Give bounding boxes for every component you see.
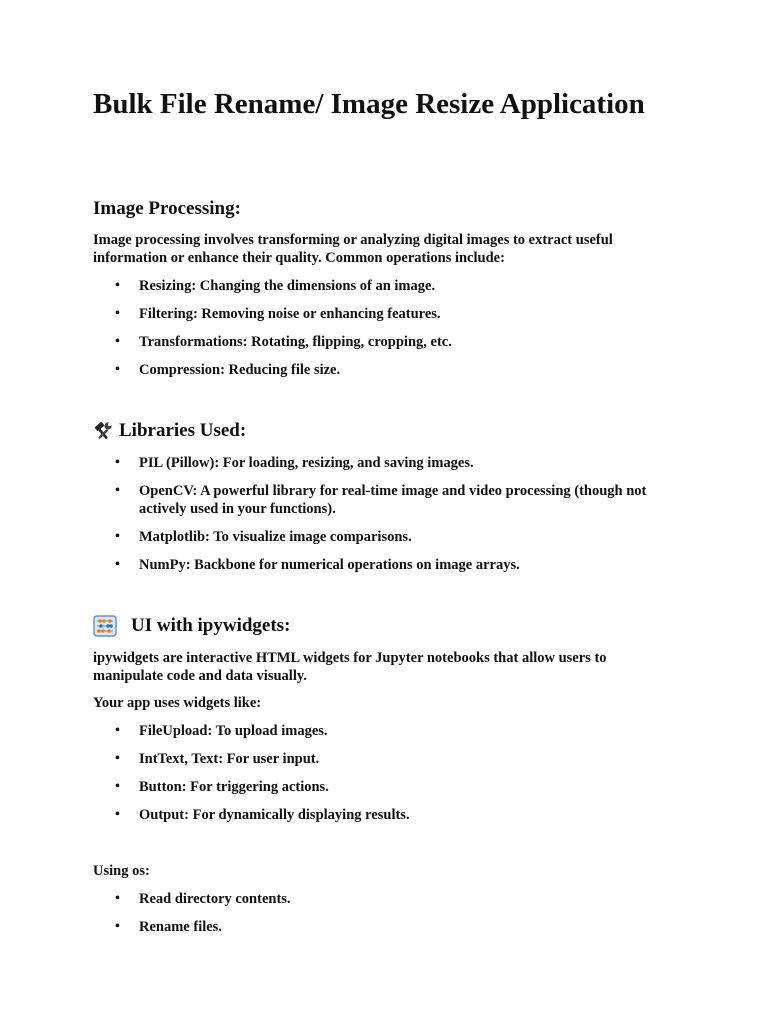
ui-heading — [93, 614, 290, 638]
image-processing-heading — [93, 197, 241, 221]
list-item: • OpenCV: A powerful library for real-time image and video processing (though not actively used in your functions). — [93, 482, 673, 518]
list-item: • Resizing: Changing the dimensions of an image. — [93, 277, 673, 295]
image-processing-intro: Image processing involves transforming or analyzing digital images to extract useful information or enhance their quality. Common operations include: — [93, 232, 613, 266]
list-item: • Filtering: Removing noise or enhancing features. — [93, 305, 673, 323]
os-list — [93, 890, 673, 946]
hammer-and-wrench-icon — [93, 421, 113, 441]
list-item: • NumPy: Backbone for numerical operations on image arrays. — [93, 556, 673, 574]
list-item: • Matplotlib: To visualize image comparisons. — [93, 528, 673, 546]
list-item: • Transformations: Rotating, flipping, cropping, etc. — [93, 333, 673, 351]
ui-widgets-list — [93, 722, 673, 834]
list-item: • Rename files. — [93, 918, 673, 936]
list-item: • Compression: Reducing file size. — [93, 361, 673, 379]
libraries-heading-text: Libraries Used: — [119, 420, 247, 441]
libraries-list — [93, 454, 673, 584]
page-title: Bulk File Rename/ Image Resize Application — [93, 88, 645, 120]
abacus-icon — [93, 615, 117, 637]
ui-intro: ipywidgets are interactive HTML widgets for Jupyter notebooks that allow users to manipulate code and data visually. — [93, 650, 607, 684]
ui-intro-2: Your app uses widgets like: — [93, 695, 262, 711]
ui-heading-text: UI with ipywidgets: — [131, 615, 291, 636]
list-item: • Button: For triggering actions. — [93, 778, 673, 796]
list-item: • PIL (Pillow): For loading, resizing, and saving images. — [93, 454, 673, 472]
image-processing-list — [93, 277, 673, 389]
libraries-heading — [93, 419, 246, 443]
image-processing-heading-text: Image Processing: — [93, 198, 241, 219]
os-intro: Using os: — [93, 863, 150, 879]
list-item: • Read directory contents. — [93, 890, 673, 908]
list-item: • Output: For dynamically displaying results. — [93, 806, 673, 824]
list-item: • FileUpload: To upload images. — [93, 722, 673, 740]
list-item: • IntText, Text: For user input. — [93, 750, 673, 768]
